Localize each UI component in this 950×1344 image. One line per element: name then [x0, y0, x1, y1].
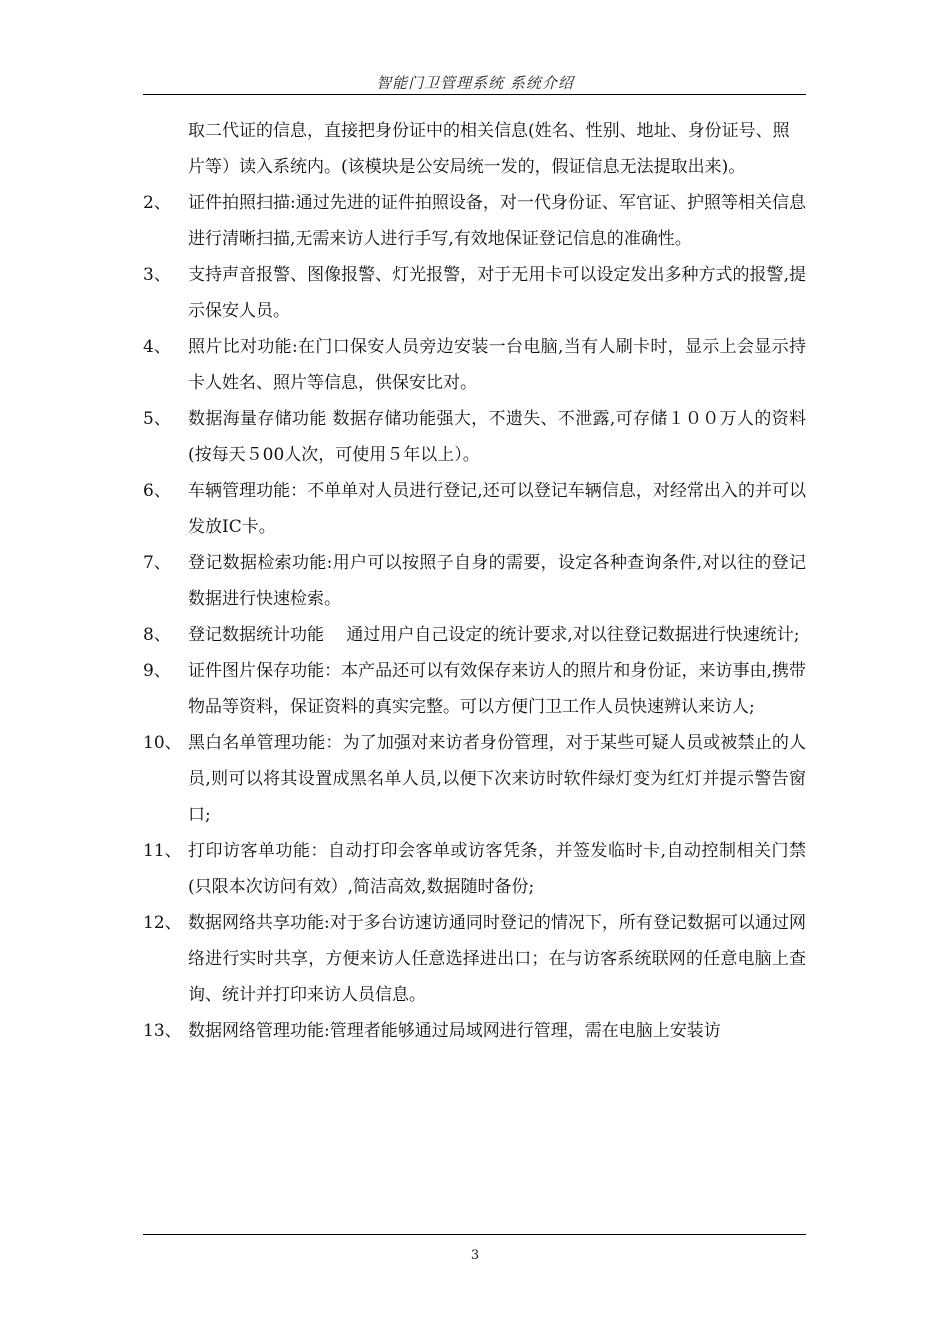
list-item-5 [143, 401, 806, 473]
page-number: 3 [470, 1248, 480, 1263]
item-text: 支持声音报警、图像报警、灯光报警，对于无用卡可以设定发出多种方式的报警,提示保安人员。 [188, 265, 806, 321]
intro-paragraph: 取二代证的信息，直接把身份证中的相关信息(姓名、性别、地址、身份证号、照片等）读入系统内。(该模块是公安局统一发的，假证信息无法提取出来)。 [188, 121, 790, 177]
list-item-8 [143, 617, 806, 653]
item-number: 10、 [143, 733, 182, 753]
list-item-2 [143, 185, 806, 257]
item-text: 黑白名单管理功能：为了加强对来访者身份管理，对于某些可疑人员或被禁止的人员,则可以将其设置成黑名单人员,以便下次来访时软件绿灯变为红灯并提示警告窗口; [188, 733, 806, 825]
item-text: 车辆管理功能：不单单对人员进行登记,还可以登记车辆信息，对经常出入的并可以发放IC卡。 [188, 481, 806, 537]
item-text: 登记数据统计功能 通过用户自己设定的统计要求,对以往登记数据进行快速统计; [188, 625, 800, 645]
list-item-6 [143, 473, 806, 545]
item-number: 7、 [143, 553, 171, 573]
item-text: 照片比对功能:在门口保安人员旁边安装一台电脑,当有人刷卡时，显示上会显示持卡人姓名、照片等信息，供保安比对。 [188, 337, 806, 393]
item-text: 证件拍照扫描:通过先进的证件拍照设备，对一代身份证、军官证、护照等相关信息进行清晰扫描,无需来访人进行手写,有效地保证登记信息的准确性。 [188, 193, 806, 249]
item-number: 12、 [143, 913, 182, 933]
list-item-3 [143, 257, 806, 329]
item-text: 数据网络共享功能:对于多台访速访通同时登记的情况下，所有登记数据可以通过网络进行实时共享，方便来访人任意选择进出口；在与访客系统联网的任意电脑上查询、统计并打印来访人员信息。 [188, 913, 806, 1005]
item-number: 3、 [143, 265, 171, 285]
item-text: 数据海量存储功能 数据存储功能强大，不遗失、不泄露,可存储１００万人的资料(按每天５00人次，可使用５年以上）。 [188, 409, 806, 465]
header-rule [143, 94, 806, 95]
document-body [143, 113, 806, 1049]
item-number: 4、 [143, 337, 171, 357]
item-number: 11、 [143, 841, 182, 861]
list-item-12 [143, 905, 806, 1013]
list-item-4 [143, 329, 806, 401]
list-item-11 [143, 833, 806, 905]
item-text: 数据网络管理功能:管理者能够通过局域网进行管理，需在电脑上安装访 [188, 1021, 721, 1041]
header-title: 智能门卫管理系统 系统介绍 [376, 74, 574, 92]
item-number: 8、 [143, 625, 171, 645]
list-item-10 [143, 725, 806, 833]
list-item-13 [143, 1013, 806, 1049]
item-number: 2、 [143, 193, 171, 213]
item-number: 6、 [143, 481, 171, 501]
footer-rule [143, 1234, 806, 1235]
item-text: 证件图片保存功能：本产品还可以有效保存来访人的照片和身份证，来访事由,携带物品等资料，保证资料的真实完整。可以方便门卫工作人员快速辨认来访人; [188, 661, 806, 717]
list-item-7 [143, 545, 806, 617]
item-number: 5、 [143, 409, 171, 429]
list-item-9 [143, 653, 806, 725]
item-text: 打印访客单功能：自动打印会客单或访客凭条，并签发临时卡,自动控制相关门禁(只限本次访问有效）,简洁高效,数据随时备份; [188, 841, 806, 897]
item-number: 9、 [143, 661, 171, 681]
item-number: 13、 [143, 1021, 182, 1041]
item-text: 登记数据检索功能:用户可以按照子自身的需要，设定各种查询条件,对以往的登记数据进行快速检索。 [188, 553, 806, 609]
